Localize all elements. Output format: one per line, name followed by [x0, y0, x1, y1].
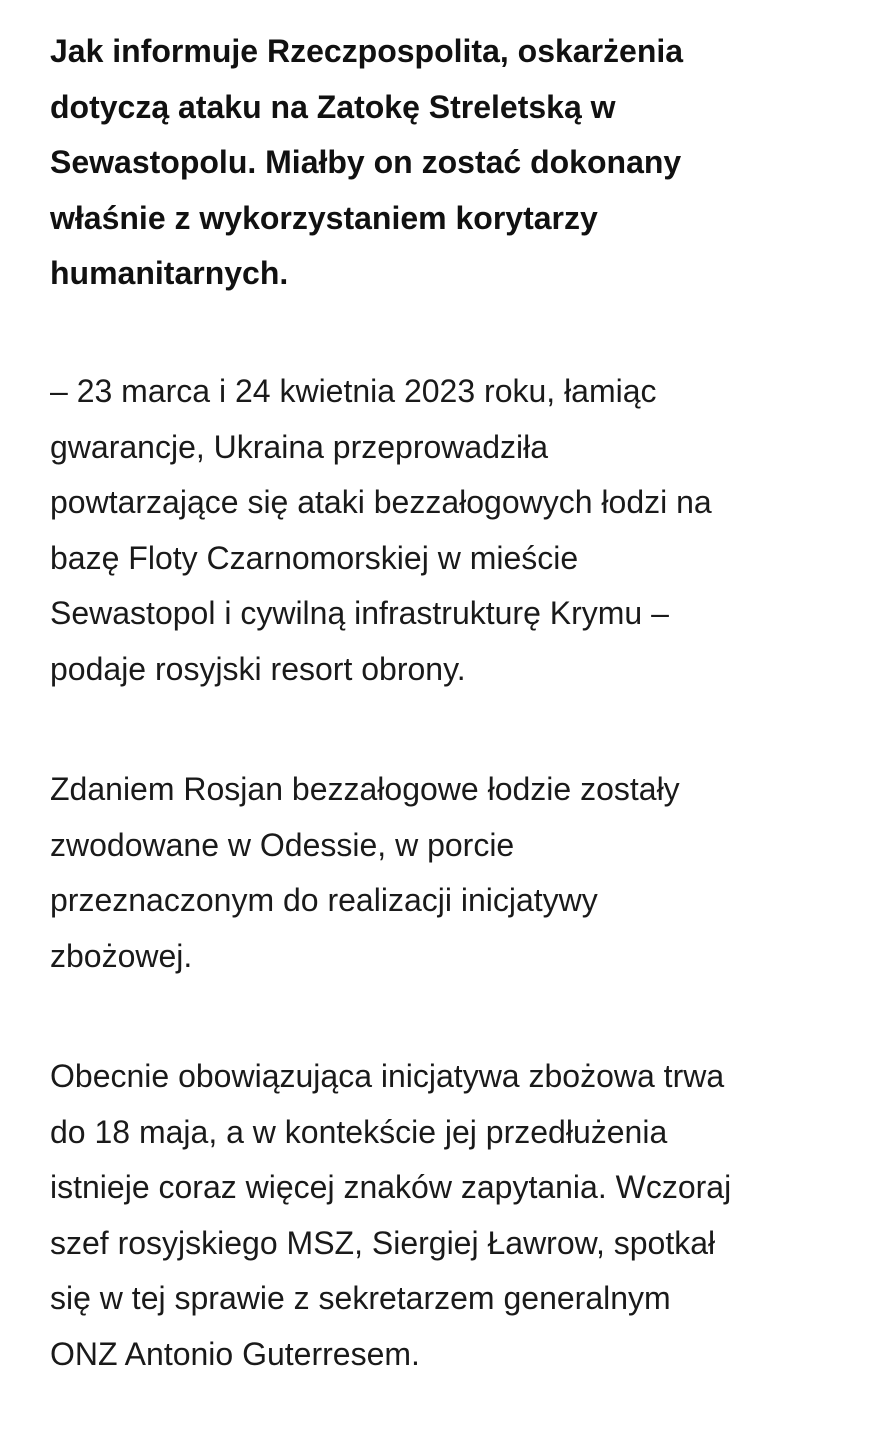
paragraph-line: Sewastopol i cywilną infrastrukturę Krymu – [50, 595, 669, 631]
paragraph-line: ONZ Antonio Guterresem. [50, 1335, 420, 1372]
paragraph-line: powtarzające się ataki bezzałogowych łodzi na [50, 484, 712, 520]
paragraph-line: istnieje coraz więcej znaków zapytania. Wczoraj [50, 1169, 732, 1205]
lede-line: dotyczą ataku na Zatokę Streletską w [50, 88, 616, 125]
lede-line: właśnie z wykorzystaniem korytarzy [50, 199, 598, 236]
article-lede [50, 24, 850, 302]
paragraph-line: bazę Floty Czarnomorskiej w mieście [50, 539, 579, 576]
paragraph-line: – 23 marca i 24 kwietnia 2023 roku, łamiąc [50, 373, 657, 409]
paragraph-line: podaje rosyjski resort obrony. [50, 650, 466, 687]
paragraph-line: szef rosyjskiego MSZ, Siergiej Ławrow, spotkał [50, 1224, 716, 1261]
paragraph-line: zbożowej. [50, 937, 193, 974]
paragraph-line: do 18 maja, a w kontekście jej przedłużenia [50, 1113, 668, 1150]
paragraph-line: się w tej sprawie z sekretarzem generalnym [50, 1280, 671, 1316]
paragraph-line: Obecnie obowiązująca inicjatywa zbożowa trwa [50, 1058, 725, 1094]
paragraph-line: przeznaczonym do realizacji inicjatywy [50, 882, 598, 918]
paragraph-line: gwarancje, Ukraina przeprowadziła [50, 428, 549, 465]
lede-line: Jak informuje Rzeczpospolita, oskarżenia [50, 33, 684, 69]
paragraph-defense-ministry-quote [50, 364, 850, 697]
lede-line: Sewastopolu. Miałby on zostać dokonany [50, 144, 682, 180]
paragraph-odessa-launch [50, 762, 850, 984]
paragraph-grain-initiative [50, 1049, 850, 1382]
paragraph-line: zwodowane w Odessie, w porcie [50, 826, 515, 863]
paragraph-line: Zdaniem Rosjan bezzałogowe łodzie zostały [50, 771, 680, 807]
lede-line: humanitarnych. [50, 255, 289, 291]
